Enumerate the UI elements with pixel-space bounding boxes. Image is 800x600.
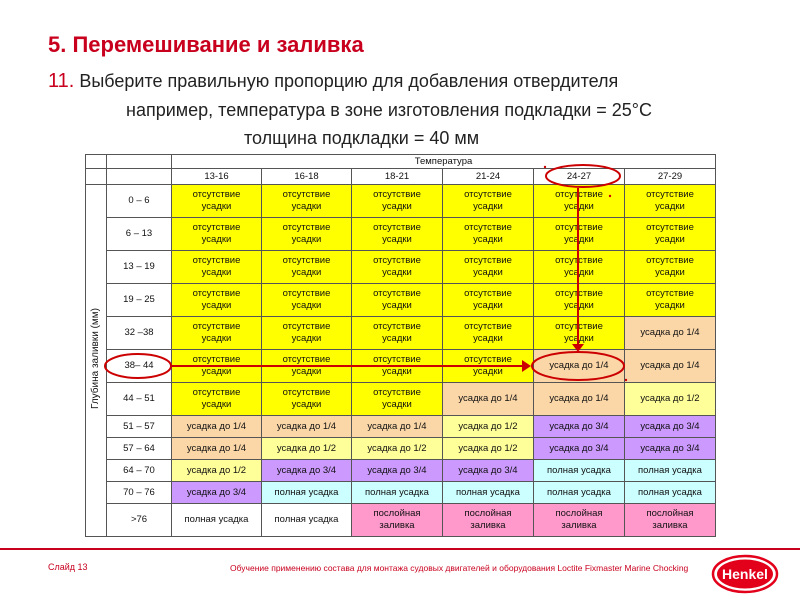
ratio-cell: усадка до 1/4 (625, 350, 716, 383)
ratio-cell: отсутствие усадки (625, 185, 716, 218)
depth-range-cell: 32 –38 (107, 317, 172, 350)
ratio-cell: усадка до 3/4 (534, 438, 625, 460)
ratio-cell: усадка до 1/4 (625, 317, 716, 350)
ratio-cell: отсутствие усадки (352, 383, 443, 416)
table-row (86, 284, 716, 317)
ratio-cell: усадка до 1/4 (443, 383, 534, 416)
ratio-cell: полная усадка (443, 482, 534, 504)
ratio-cell: усадка до 3/4 (172, 482, 262, 504)
ratio-cell: усадка до 1/2 (172, 460, 262, 482)
ratio-cell: усадка до 1/4 (534, 350, 625, 383)
temperature-column-header: 21-24 (443, 169, 534, 185)
ratio-cell: отсутствие усадки (625, 251, 716, 284)
thickness-line: толщина подкладки = 40 мм (244, 128, 480, 148)
temperature-header: Температура (172, 155, 716, 169)
ratio-cell: отсутствие усадки (625, 218, 716, 251)
ratio-cell: отсутствие усадки (262, 218, 352, 251)
ratio-cell: отсутствие усадки (443, 218, 534, 251)
ratio-cell: отсутствие усадки (352, 218, 443, 251)
depth-range-cell: 70 – 76 (107, 482, 172, 504)
ratio-cell: отсутствие усадки (534, 251, 625, 284)
depth-axis-cell (86, 185, 107, 537)
ratio-cell: отсутствие усадки (443, 251, 534, 284)
temperature-column-header: 18-21 (352, 169, 443, 185)
ratio-cell: отсутствие усадки (443, 185, 534, 218)
ratio-cell: усадка до 3/4 (352, 460, 443, 482)
depth-range-cell: 51 – 57 (107, 416, 172, 438)
ratio-cell: отсутствие усадки (625, 284, 716, 317)
ratio-cell: отсутствие усадки (534, 284, 625, 317)
instruction-line (48, 70, 618, 93)
depth-axis-label: Глубина заливки (мм) (90, 307, 101, 409)
ratio-cell: полная усадка (262, 482, 352, 504)
ratio-cell: усадка до 1/4 (172, 438, 262, 460)
depth-range-cell: 38– 44 (107, 350, 172, 383)
step-text: Выберите правильную пропорцию для добавления отвердителя (74, 71, 619, 91)
ratio-cell: послойная заливка (534, 504, 625, 537)
depth-range-cell: 57 – 64 (107, 438, 172, 460)
ratio-cell: отсутствие усадки (443, 350, 534, 383)
ratio-cell: послойная заливка (352, 504, 443, 537)
ratio-cell: отсутствие усадки (262, 251, 352, 284)
ratio-cell: отсутствие усадки (443, 284, 534, 317)
ratio-cell: полная усадка (172, 504, 262, 537)
ratio-cell: усадка до 1/4 (534, 383, 625, 416)
header-row-temperatures (86, 169, 716, 185)
table-row (86, 482, 716, 504)
temperature-column-header: 16-18 (262, 169, 352, 185)
footer-caption: Обучение применению состава для монтажа судовых двигателей и оборудования Loctite Fixmaster Marine Chocking (230, 563, 689, 573)
ratio-cell: усадка до 1/2 (262, 438, 352, 460)
depth-range-cell: 44 – 51 (107, 383, 172, 416)
table-row (86, 383, 716, 416)
header-row-title (86, 155, 716, 169)
corner-cell (86, 155, 107, 169)
example-line: например, температура в зоне изготовления подкладки = 25°С (126, 100, 652, 120)
footer-divider (0, 548, 800, 550)
ratio-cell: усадка до 3/4 (262, 460, 352, 482)
table-row (86, 317, 716, 350)
slide-number: Слайд 13 (48, 562, 88, 572)
step-number: 11. (48, 70, 75, 92)
ratio-cell: полная усадка (352, 482, 443, 504)
ratio-cell: отсутствие усадки (172, 284, 262, 317)
ratio-cell: усадка до 1/2 (443, 416, 534, 438)
curing-ratio-table (85, 154, 716, 537)
depth-range-cell: 6 – 13 (107, 218, 172, 251)
temperature-column-header: 27-29 (625, 169, 716, 185)
corner-cell (86, 169, 107, 185)
ratio-cell: отсутствие усадки (172, 251, 262, 284)
ratio-cell: послойная заливка (443, 504, 534, 537)
ratio-cell: отсутствие усадки (534, 185, 625, 218)
table-row (86, 218, 716, 251)
corner-cell (107, 169, 172, 185)
ratio-cell: отсутствие усадки (534, 218, 625, 251)
ratio-cell: полная усадка (534, 482, 625, 504)
table-row (86, 460, 716, 482)
ratio-cell: отсутствие усадки (443, 317, 534, 350)
ratio-cell: отсутствие усадки (262, 284, 352, 317)
ratio-cell: полная усадка (534, 460, 625, 482)
table-row (86, 251, 716, 284)
ratio-cell: полная усадка (262, 504, 352, 537)
ratio-cell: отсутствие усадки (262, 317, 352, 350)
ratio-cell: послойная заливка (625, 504, 716, 537)
temperature-column-header: 13-16 (172, 169, 262, 185)
depth-range-cell: 19 – 25 (107, 284, 172, 317)
ratio-cell: отсутствие усадки (262, 185, 352, 218)
depth-range-cell: 64 – 70 (107, 460, 172, 482)
ratio-cell: отсутствие усадки (352, 284, 443, 317)
henkel-logo (711, 554, 779, 594)
ratio-cell: полная усадка (625, 460, 716, 482)
ratio-cell: отсутствие усадки (172, 350, 262, 383)
slide-title: 5. Перемешивание и заливка (48, 32, 364, 57)
ratio-cell: усадка до 3/4 (625, 438, 716, 460)
temperature-column-header: 24-27 (534, 169, 625, 185)
ratio-cell: усадка до 1/4 (172, 416, 262, 438)
ratio-cell: отсутствие усадки (352, 185, 443, 218)
ratio-cell: усадка до 1/2 (352, 438, 443, 460)
ratio-cell: отсутствие усадки (262, 383, 352, 416)
table-row (86, 350, 716, 383)
ratio-cell: отсутствие усадки (352, 317, 443, 350)
ratio-cell: отсутствие усадки (352, 350, 443, 383)
ratio-cell: усадка до 3/4 (443, 460, 534, 482)
ratio-cell: отсутствие усадки (352, 251, 443, 284)
ratio-cell: усадка до 3/4 (534, 416, 625, 438)
ratio-cell: усадка до 1/4 (352, 416, 443, 438)
corner-cell (107, 155, 172, 169)
table-row (86, 416, 716, 438)
table-row (86, 504, 716, 537)
ratio-cell: отсутствие усадки (172, 317, 262, 350)
depth-range-cell: >76 (107, 504, 172, 537)
ratio-cell: усадка до 1/4 (262, 416, 352, 438)
depth-range-cell: 0 – 6 (107, 185, 172, 218)
ratio-cell: отсутствие усадки (172, 218, 262, 251)
table-row (86, 185, 716, 218)
ratio-cell: усадка до 1/2 (625, 383, 716, 416)
ratio-cell: отсутствие усадки (262, 350, 352, 383)
table-row (86, 438, 716, 460)
ratio-cell: отсутствие усадки (534, 317, 625, 350)
depth-range-cell: 13 – 19 (107, 251, 172, 284)
ratio-cell: усадка до 1/2 (443, 438, 534, 460)
ratio-cell: отсутствие усадки (172, 383, 262, 416)
ratio-cell: полная усадка (625, 482, 716, 504)
henkel-logo-text: Henkel (722, 566, 768, 582)
ratio-cell: усадка до 3/4 (625, 416, 716, 438)
ratio-cell: отсутствие усадки (172, 185, 262, 218)
